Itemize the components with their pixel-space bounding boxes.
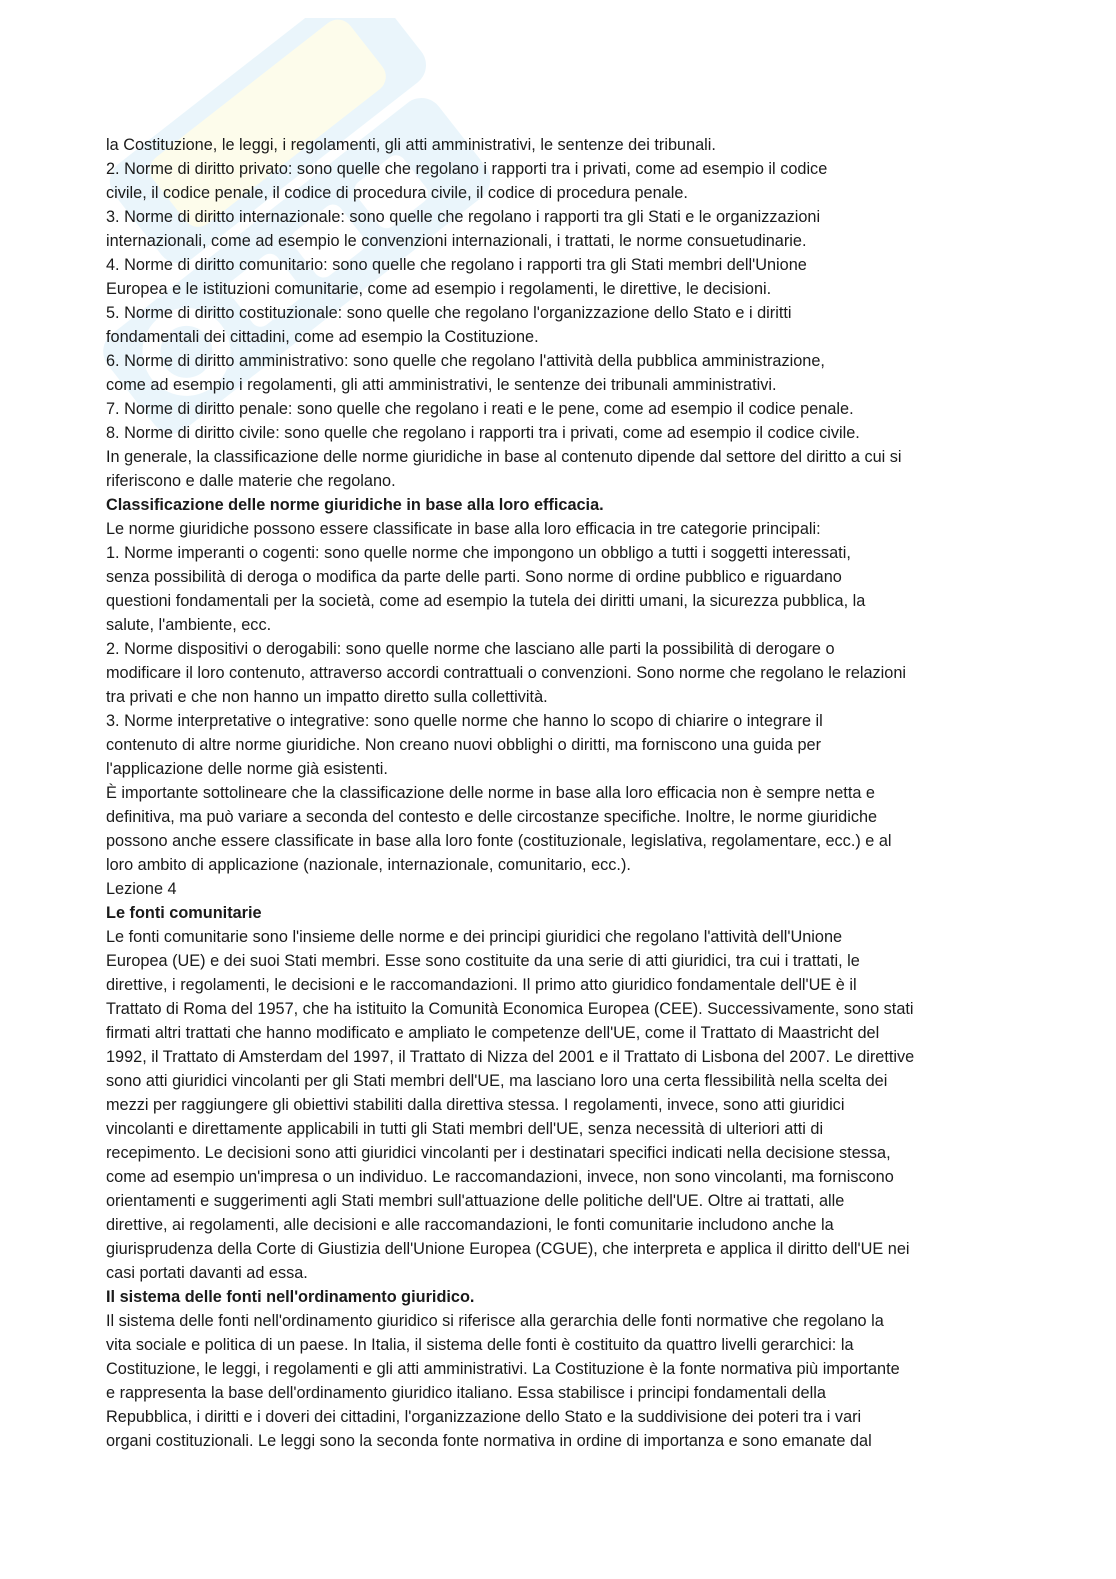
text-line: e rappresenta la base dell'ordinamento giuridico italiano. Essa stabilisce i principi fondamentali della: [106, 1384, 826, 1402]
text-line: l'applicazione delle norme già esistenti.: [106, 760, 388, 778]
text-line: Trattato di Roma del 1957, che ha istituito la Comunità Economica Europea (CEE). Successivamente, sono stati: [106, 1000, 914, 1018]
text-line: casi portati davanti ad essa.: [106, 1264, 308, 1282]
text-line: senza possibilità di deroga o modifica da parte delle parti. Sono norme di ordine pubblico e riguardano: [106, 568, 842, 586]
text-line: 5. Norme di diritto costituzionale: sono quelle che regolano l'organizzazione dello Stato e i diritti: [106, 304, 792, 322]
text-line: 8. Norme di diritto civile: sono quelle che regolano i rapporti tra i privati, come ad esempio il codice civile.: [106, 424, 860, 442]
text-line: orientamenti e suggerimenti agli Stati membri sull'attuazione delle politiche dell'UE. Oltre ai trattati, alle: [106, 1192, 845, 1210]
text-line: 3. Norme interpretative o integrative: sono quelle norme che hanno lo scopo di chiarire o integrare il: [106, 712, 823, 730]
text-line: civile, il codice penale, il codice di procedura civile, il codice di procedura penale.: [106, 184, 688, 202]
text-line: Il sistema delle fonti nell'ordinamento giuridico si riferisce alla gerarchia delle fonti normative che regolano la: [106, 1312, 884, 1330]
text-line: organi costituzionali. Le leggi sono la seconda fonte normativa in ordine di importanza e sono emanate dal: [106, 1432, 872, 1450]
text-line: contenuto di altre norme giuridiche. Non creano nuovi obblighi o diritti, ma forniscono una guida per: [106, 736, 821, 754]
text-line: 7. Norme di diritto penale: sono quelle che regolano i reati e le pene, come ad esempio il codice penale.: [106, 400, 854, 418]
text-line: mezzi per raggiungere gli obiettivi stabiliti dalla direttiva stessa. I regolamenti, invece, sono atti giuridici: [106, 1096, 845, 1114]
text-line: firmati altri trattati che hanno modificato e ampliato le competenze dell'UE, come il Trattato di Maastricht del: [106, 1024, 880, 1042]
text-line: come ad esempio un'impresa o un individuo. Le raccomandazioni, invece, non sono vincolanti, ma forniscono: [106, 1168, 894, 1186]
text-line: 2. Norme di diritto privato: sono quelle che regolano i rapporti tra i privati, come ad esempio il codice: [106, 160, 828, 178]
text-line: Costituzione, le leggi, i regolamenti e gli atti amministrativi. La Costituzione è la fonte normativa più importante: [106, 1360, 900, 1378]
text-line: Europea (UE) e dei suoi Stati membri. Esse sono costituite da una serie di atti giuridici, tra cui i trattati, le: [106, 952, 860, 970]
text-line: Le fonti comunitarie sono l'insieme delle norme e dei principi giuridici che regolano l'attività dell'Unione: [106, 928, 843, 946]
text-line: È importante sottolineare che la classificazione delle norme in base alla loro efficacia non è sempre netta e: [106, 784, 875, 802]
text-line: Europea e le istituzioni comunitarie, come ad esempio i regolamenti, le direttive, le decisioni.: [106, 280, 772, 298]
text-line: direttive, ai regolamenti, alle decisioni e alle raccomandazioni, le fonti comunitarie includono anche la: [106, 1216, 834, 1234]
text-line: riferiscono e dalle materie che regolano.: [106, 472, 396, 490]
text-line: vita sociale e politica di un paese. In Italia, il sistema delle fonti è costituito da quattro livelli gerarchici: la: [106, 1336, 854, 1354]
text-line: modificare il loro contenuto, attraverso accordi contrattuali o convenzioni. Sono norme che regolano le relazioni: [106, 664, 907, 682]
text-line: tra privati e che non hanno un impatto diretto sulla collettività.: [106, 688, 548, 706]
text-line: Le norme giuridiche possono essere classificate in base alla loro efficacia in tre categorie principali:: [106, 520, 821, 538]
text-line: fondamentali dei cittadini, come ad esempio la Costituzione.: [106, 328, 539, 346]
section-heading: Classificazione delle norme giuridiche in base alla loro efficacia.: [106, 496, 604, 514]
text-line: vincolanti e direttamente applicabili in tutti gli Stati membri dell'UE, senza necessità di ulteriori atti di: [106, 1120, 824, 1138]
text-line: In generale, la classificazione delle norme giuridiche in base al contenuto dipende dal settore del diritto a cui si: [106, 448, 902, 466]
text-line: recepimento. Le decisioni sono atti giuridici vincolanti per i destinatari specifici indicati nella decisione stessa,: [106, 1144, 891, 1162]
text-line: loro ambito di applicazione (nazionale, internazionale, comunitario, ecc.).: [106, 856, 631, 874]
text-line: questioni fondamentali per la società, come ad esempio la tutela dei diritti umani, la sicurezza pubblica, la: [106, 592, 866, 610]
text-line: sono atti giuridici vincolanti per gli Stati membri dell'UE, ma lasciano loro una certa flessibilità nella scelta dei: [106, 1072, 888, 1090]
text-line: internazionali, come ad esempio le convenzioni internazionali, i trattati, le norme consuetudinarie.: [106, 232, 807, 250]
text-line: giurisprudenza della Corte di Giustizia dell'Unione Europea (CGUE), che interpreta e applica il diritto dell'UE nei: [106, 1240, 910, 1258]
text-line: come ad esempio i regolamenti, gli atti amministrativi, le sentenze dei tribunali amministrativi.: [106, 376, 777, 394]
text-line: definitiva, ma può variare a seconda del contesto e delle circostanze specifiche. Inoltre, le norme giuridiche: [106, 808, 878, 826]
text-line: 4. Norme di diritto comunitario: sono quelle che regolano i rapporti tra gli Stati membri dell'Unione: [106, 256, 807, 274]
text-line: 2. Norme dispositivi o derogabili: sono quelle norme che lasciano alle parti la possibilità di derogare o: [106, 640, 835, 658]
section-heading: Le fonti comunitarie: [106, 904, 262, 922]
text-line: direttive, i regolamenti, le decisioni e le raccomandazioni. Il primo atto giuridico fondamentale dell'UE è il: [106, 976, 857, 994]
text-line: 6. Norme di diritto amministrativo: sono quelle che regolano l'attività della pubblica amministrazione,: [106, 352, 825, 370]
text-line: salute, l'ambiente, ecc.: [106, 616, 272, 634]
text-line: la Costituzione, le leggi, i regolamenti, gli atti amministrativi, le sentenze dei tribunali.: [106, 136, 716, 154]
text-line: possono anche essere classificate in base alla loro fonte (costituzionale, legislativa, regolamentare, ecc.) e al: [106, 832, 892, 850]
text-line: 1. Norme imperanti o cogenti: sono quelle norme che impongono un obbligo a tutti i soggetti interessati,: [106, 544, 851, 562]
text-line: 3. Norme di diritto internazionale: sono quelle che regolano i rapporti tra gli Stati e le organizzazioni: [106, 208, 821, 226]
document-body: [106, 133, 1016, 1453]
text-line: Lezione 4: [106, 880, 177, 898]
section-heading: Il sistema delle fonti nell'ordinamento giuridico.: [106, 1288, 475, 1306]
text-line: 1992, il Trattato di Amsterdam del 1997, il Trattato di Nizza del 2001 e il Trattato di Lisbona del 2007. Le direttive: [106, 1048, 915, 1066]
text-line: Repubblica, i diritti e i doveri dei cittadini, l'organizzazione dello Stato e la suddivisione dei poteri tra i vari: [106, 1408, 862, 1426]
